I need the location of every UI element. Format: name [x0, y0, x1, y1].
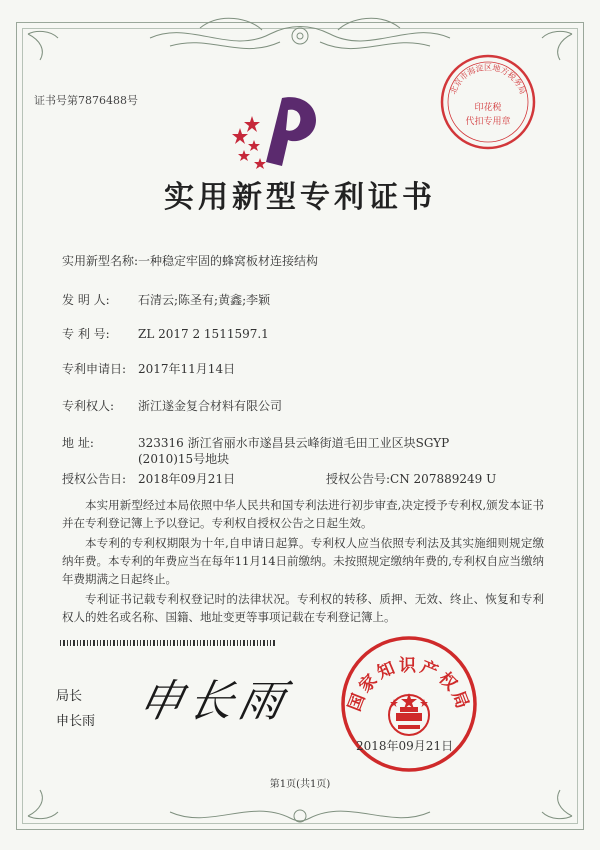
- patent-office-logo: [230, 92, 340, 172]
- field-announcement-number: [326, 470, 496, 487]
- field-value: ZL 2017 2 1511597.1: [138, 327, 269, 341]
- field-label: 授权公告日:: [62, 472, 127, 486]
- field-label: 地 址:: [62, 436, 94, 450]
- field-value: 2018年09月21日: [138, 472, 236, 486]
- field-label: 授权公告号:: [326, 472, 391, 486]
- handwritten-signature: 申长雨: [133, 676, 295, 727]
- field-inventors: [62, 291, 270, 308]
- field-value: CN 207889249 U: [390, 472, 497, 486]
- svg-text:印花税: 印花税: [474, 103, 502, 113]
- field-label: 发 明 人:: [62, 293, 110, 307]
- barcode: [60, 640, 276, 646]
- tax-stamp: [438, 52, 538, 152]
- field-label: 专利权人:: [62, 399, 115, 413]
- certificate-number: 证书号第7876488号: [34, 94, 138, 107]
- field-value: 浙江遂金复合材料有限公司: [138, 399, 283, 413]
- field-value: 石清云;陈圣有;黄鑫;李颖: [138, 293, 271, 307]
- field-patent-number: [62, 325, 269, 342]
- svg-text:代扣专用章: 代扣专用章: [465, 117, 511, 127]
- signature-name: 申长雨: [56, 714, 96, 729]
- field-label: 专利申请日:: [62, 362, 127, 376]
- field-address: [62, 434, 449, 451]
- page-footer: 第1页(共1页): [269, 779, 331, 790]
- field-value: 一种稳定牢固的蜂窝板材连接结构: [138, 254, 319, 268]
- field-value: 323316 浙江省丽水市遂昌县云峰街道毛田工业区块SGYP: [138, 436, 450, 450]
- field-value: (2010)15号地块: [138, 452, 230, 466]
- seal-date: 2018年09月21日: [356, 739, 454, 753]
- field-patentee: [62, 397, 282, 414]
- svg-text:国家知识产权局: 国家知识产权局: [344, 655, 474, 715]
- body-paragraph-3: 专利证书记载专利权登记时的法律状况。专利权的转移、质押、无效、终止、恢复和专利权人的姓名或名称、国籍、地址变更等事项记载在专利登记簿上。: [62, 592, 544, 624]
- signature-title: 局长: [56, 689, 83, 704]
- body-paragraph-1: 本实用新型经过本局依照中华人民共和国专利法进行初步审查,决定授予专利权,颁发本证书并在专利登记簿上予以登记。专利权自授权公告之日起生效。: [62, 498, 544, 530]
- field-value: 2017年11月14日: [138, 362, 236, 376]
- field-announcement-date: [62, 470, 235, 487]
- svg-text:北京市海淀区地方税务局: 北京市海淀区地方税务局: [448, 63, 528, 96]
- certificate-title: 实用新型专利证书: [164, 180, 436, 215]
- field-label: 专 利 号:: [62, 327, 110, 341]
- field-filing-date: [62, 360, 235, 377]
- field-label: 实用新型名称:: [62, 254, 139, 268]
- body-paragraph-2: 本专利的专利权期限为十年,自申请日起算。专利权人应当依照专利法及其实施细则规定缴纳年费。本专利的年费应当在每年11月14日前缴纳。未按照规定缴纳年费的,专利权自应当缴纳年费期满之日起终止。: [62, 536, 544, 586]
- field-address-line2: [138, 450, 229, 467]
- field-utility-model-name: [62, 252, 318, 269]
- signature-block: [56, 685, 95, 729]
